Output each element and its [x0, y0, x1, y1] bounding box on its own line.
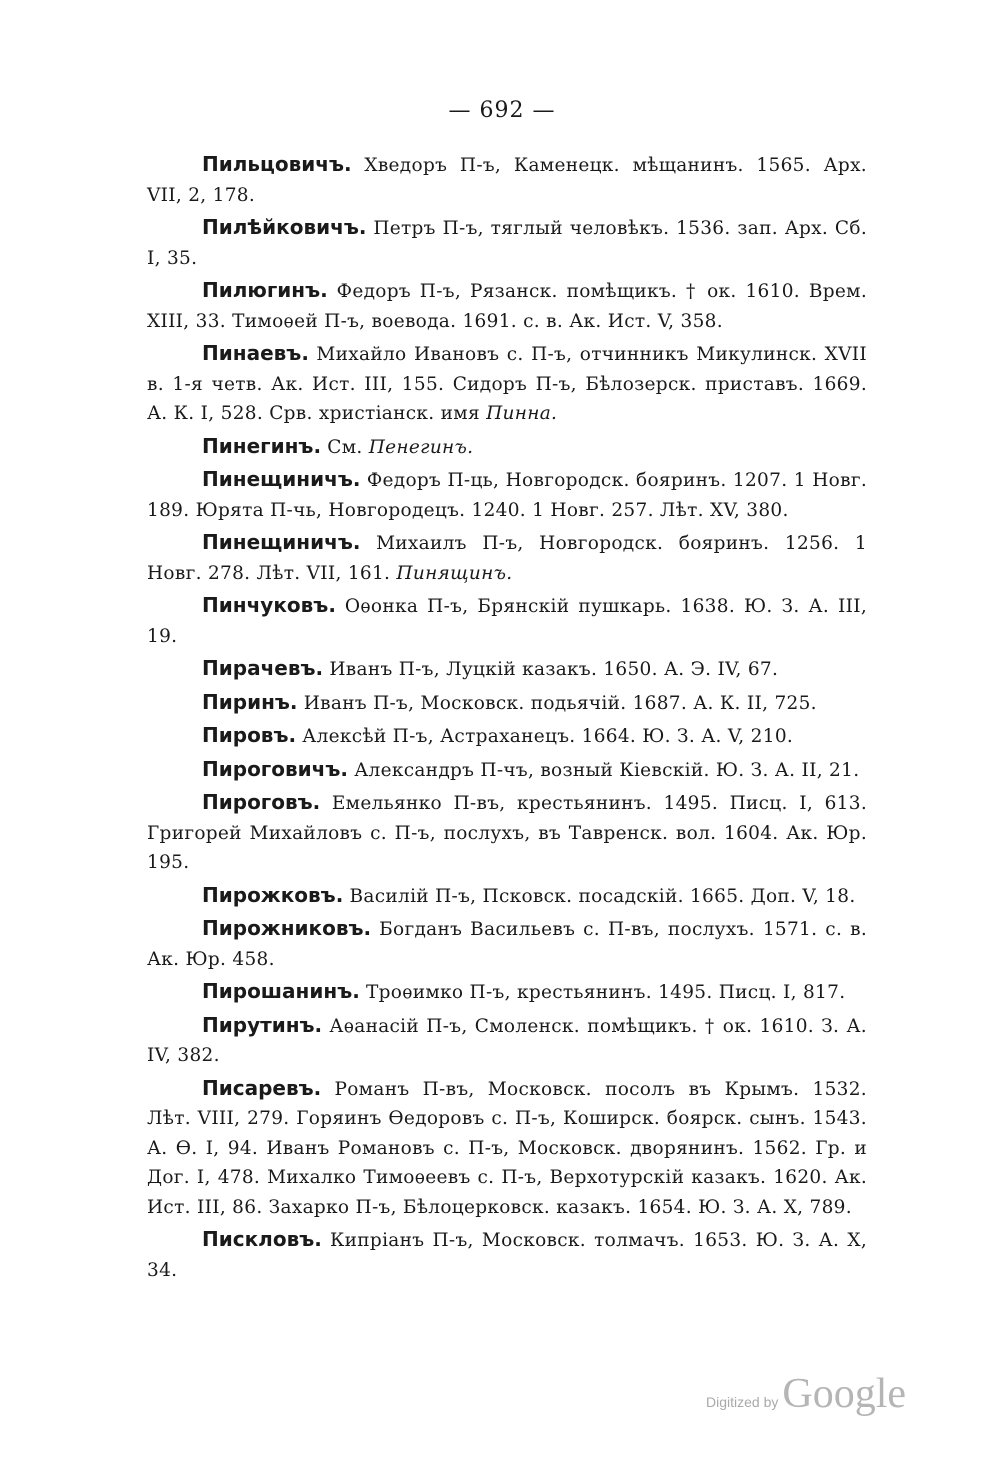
entry-headword: Пиринъ.: [202, 689, 298, 714]
entry-headword: Писаревъ.: [202, 1075, 322, 1100]
entry: [147, 688, 867, 719]
entry: [147, 276, 867, 336]
entry-text: Василій П-ъ, Псковск. посадскій. 1665. Доп. V, 18.: [349, 885, 856, 907]
entry-text: Романъ П-въ, Московск. посолъ въ Крымъ. 1532. Лѣт. VIII, 279. Горяинъ Ѳедоровъ с. П-ъ, Коширск. боярск. сынъ. 1543. А. Ѳ. I, 94. Иванъ Романовъ с. П-ъ, Московск. дворянинъ. 1562. Гр. и Дог. I, 478. Михалко Тимоѳеевъ с. П-ъ, Верхотурскій казакъ. 1620. Ак. Ист. III, 86. Захарко П-ъ, Бѣлоцерковск. казакъ. 1654. Ю. З. А. X, 789.: [147, 1078, 867, 1218]
entry-text: Александръ П-чъ, возный Кіевскій. Ю. З. А. II, 21.: [354, 759, 860, 781]
entry-text: См.: [327, 436, 369, 458]
entry-text: Емельянко П-въ, крестьянинъ. 1495. Писц. I, 613. Григорей Михайловъ с. П-ъ, послухъ, въ Тавренск. вол. 1604. Ак. Юр. 195.: [147, 793, 867, 873]
entry-text: Иванъ П-ъ, Луцкій казакъ. 1650. А. Э. IV, 67.: [329, 659, 779, 680]
entry: [147, 654, 867, 685]
entry-text: Михаилъ П-ъ, Новгородск. бояринъ. 1256. 1 Новг. 278. Лѣт. VII, 161.: [147, 533, 867, 584]
entry-headword: Пинещиничъ.: [202, 467, 361, 491]
entry: [147, 150, 867, 210]
entry: [147, 465, 867, 525]
entry: [147, 432, 867, 463]
entry-text: Аѳанасій П-ъ, Смоленск. помѣщикъ. † ок. 1610. З. А. IV, 382.: [147, 1015, 867, 1066]
entry: [147, 591, 867, 651]
entry-headword: Пилѣйковичъ.: [202, 215, 367, 239]
entry-text: Федоръ П-ъ, Рязанск. помѣщикъ. † ок. 1610. Врем. XIII, 33. Тимоѳей П-ъ, воевода. 1691. с. в. Ак. Ист. V, 358.: [147, 281, 868, 332]
entry: [147, 1225, 867, 1285]
entry-text: Петръ П-ъ, тяглый человѣкъ. 1536. зап. Арх. Сб. I, 35.: [147, 218, 868, 269]
digitized-by-google-watermark: [706, 1370, 906, 1418]
entry-text: Кипріанъ П-ъ, Московск. толмачъ. 1653. Ю. З. А. X, 34.: [147, 1230, 867, 1281]
google-logo: Google: [782, 1371, 907, 1417]
entry-text: Богданъ Васильевъ с. П-въ, послухъ. 1571. с. в. Ак. Юр. 458.: [147, 919, 867, 970]
entry-headword: Пирожковъ.: [202, 882, 344, 907]
dictionary-entries: [147, 150, 867, 1288]
entry: [147, 977, 867, 1008]
entry-headword: Пироговъ.: [202, 790, 321, 814]
entry: [147, 1074, 867, 1223]
entry-reference: Пинящинъ.: [396, 562, 513, 584]
entry: [147, 339, 867, 429]
entry-headword: Пирожниковъ.: [202, 916, 372, 940]
entry-headword: Пинегинъ.: [202, 433, 322, 458]
entry-headword: Пильцовичъ.: [202, 152, 352, 176]
watermark-small-text: Digitized by: [706, 1394, 779, 1410]
entry-headword: Пинещиничъ.: [202, 530, 361, 554]
page-number: — 692 —: [448, 98, 556, 123]
entry-text: Алексѣй П-ъ, Астраханецъ. 1664. Ю. З. А. V, 210.: [302, 726, 794, 747]
entry-headword: Пискловъ.: [202, 1227, 322, 1251]
entry-text: Хведоръ П-ъ, Каменецк. мѣщанинъ. 1565. Арх. VII, 2, 178.: [147, 155, 867, 206]
entry: [147, 881, 867, 912]
entry-reference: Пенегинъ.: [368, 436, 474, 458]
entry: [147, 528, 867, 588]
entry: [147, 213, 867, 273]
entry: [147, 755, 867, 786]
entry: [147, 721, 867, 752]
entry-headword: Пинчуковъ.: [202, 593, 336, 617]
entry-text: Федоръ П-ць, Новгородск. бояринъ. 1207. 1 Новг. 189. Юрята П-чь, Новгородецъ. 1240. 1 Новг. 257. Лѣт. XV, 380.: [147, 470, 867, 521]
entry-headword: Пирутинъ.: [202, 1012, 323, 1037]
entry-text: Иванъ П-ъ, Московск. подьячій. 1687. А. К. II, 725.: [303, 692, 817, 714]
entry-text: Троѳимко П-ъ, крестьянинъ. 1495. Писц. I, 817.: [366, 982, 846, 1003]
entry-text: Михайло Ивановъ с. П-ъ, отчинникъ Микулинск. XVII в. 1-я четв. Ак. Ист. III, 155. Сидоръ П-ъ, Бѣлозерск. приставъ. 1669. А. К. I, 528. Срв. христіанск. имя: [147, 344, 867, 424]
entry-headword: Пироговичъ.: [202, 756, 349, 781]
entry-headword: Пировъ.: [202, 723, 297, 747]
entry: [147, 1011, 867, 1071]
entry-headword: Пилюгинъ.: [202, 278, 328, 302]
entry-headword: Пирачевъ.: [202, 656, 324, 680]
entry-headword: Пирошанинъ.: [202, 979, 360, 1003]
entry: [147, 788, 867, 878]
entry-headword: Пинаевъ.: [202, 341, 309, 365]
entry: [147, 914, 867, 974]
entry-reference: Пинна.: [486, 403, 558, 424]
entry-text: Оѳонка П-ъ, Брянскій пушкарь. 1638. Ю. З. А. III, 19.: [147, 596, 867, 647]
